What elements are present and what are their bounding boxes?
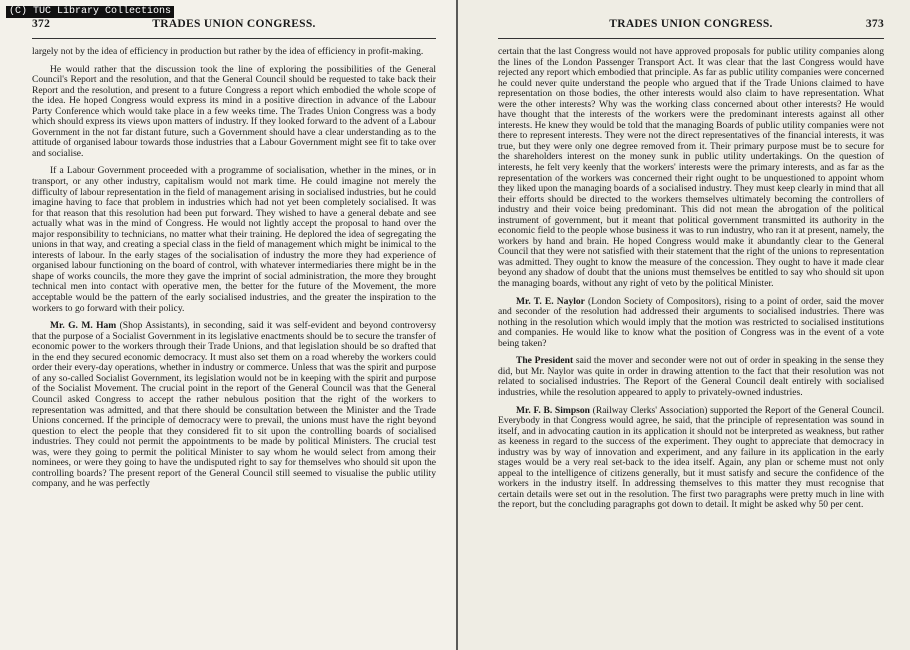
left-page-body: [32, 47, 436, 490]
header-rule: [32, 38, 436, 39]
header-rule: [498, 38, 884, 39]
left-page-header: [32, 18, 436, 34]
right-page-header: [498, 18, 884, 34]
copyright-watermark: (C) TUC Library Collections: [6, 6, 174, 18]
speaker-name: Mr. G. M. Ham: [50, 320, 117, 332]
speaker-name: The President: [516, 355, 574, 367]
right-page-body: [498, 47, 884, 511]
running-head: TRADES UNION CONGRESS.: [152, 18, 316, 30]
paragraph: certain that the last Congress would not have approved proposals for public utility companies along the lines of the London Passenger Transport Act. It was clear that the last Congress would have rejected any report which embodied that principle. As far as public utility companies were concerned he could never quite understand the people who argued that if the Trade Unions claimed to have representation on those bodies, the other interests would also claim to have representation. What were the other interests? Why was the working class concerned about other interests? He would have thought that the interests of the workers were the predominant interests against all other interests. He knew they would be told that the managing Boards of public utility companies were not there to represent interests. They were not the direct representatives of the financial interests, it was true, but they were only one degree removed from it. Their primary purpose must be to secure for the shareholders interest on the money sunk in public utility undertakings. On the question of interests, he felt very keenly that the workers' interests were the primary interests, and as far as the representation of the workers was concerned their right ought to be unquestioned to appoint whom they liked upon the managing boards of a socialised industry. They must keep clearly in mind that all their efforts should be directed to the workers themselves ultimately becoming the controllers of industry and their voice being predominant. This did not mean the abrogation of the political instrument of government, but it meant that political government transmitted its authority in the economic field to the people whose business it was to run industry, who ran it at present, namely, the workers by hand and brain. He hoped Congress would make it abundantly clear to the General Council that they were not satisfied with their statement that the right of the unions to representation was admitted. They ought to know the measure of the concession. They ought to have it made clear beyond any shadow of doubt that the unions must themselves be entitled to say who should sit upon the managing boards, without any right of veto by the political Minister.: [498, 46, 884, 290]
speaker-paragraph: The President said the mover and seconder were not out of order in speaking in the sense they did, but Mr. Naylor was quite in order in drawing attention to the fact that their resolution was not related to socialised industries. The Report of the General Council dealt entirely with socialised industries, while the resolution appeared to apply to privately-owned industries.: [498, 355, 884, 398]
speaker-name: Mr. F. B. Simpson: [516, 404, 590, 416]
speaker-paragraph: Mr. T. E. Naylor (London Society of Compositors), rising to a point of order, said the mover and seconder of the resolution had addressed their arguments to socialised industries. There was nothing in the resolution which would imply that the motion was restricted to socialised institutions and companies. He would like to know what the position of Congress was in the event of a vote being taken?: [498, 295, 884, 349]
speaker-paragraph: Mr. F. B. Simpson (Railway Clerks' Association) supported the Report of the General Council. Everybody in that Congress would agree, he said, that the principle of representation was sound in itself, and in advocating caution in its application it should not be interpreted as weakness, but rather as keeness in regard to the success of the experiment. They ought to appreciate that democracy in industry was by way of innovation and experiment, and any failure in its application in the early stages would be a very real set-back to the idea itself. Again, any plan or scheme must not only appeal to the intelligence of citizens generally, but it must satisfy and secure the confidence of the workers in the industry itself. In addressing themselves to this matter they must recognise that certain details were set out in the resolution. The first two paragraphs were pretty much in line with the report, but the concluding paragraphs got down to detail. It might be asked why 50 per cent.: [498, 404, 884, 511]
paragraph: largely not by the idea of efficiency in production but rather by the idea of efficiency in profit-making.: [32, 46, 424, 57]
page-number: 373: [865, 18, 884, 30]
speaker-paragraph: Mr. G. M. Ham (Shop Assistants), in seconding, said it was self-evident and beyond controversy that the purpose of a Socialist Government in its legislative enactments should be to secure the transfer of economic power to the workers through their Trade Unions, and that legislation should be so drafted that in the end they secured economic democracy. It must also set them on a road whereby the workers could order their every-day operations, whether in industry or commerce. Unless that was the spirit and purpose of any so-called Socialist Government, its legislation would not be in keeping with the spirit and purpose of the Socialist Movement. The crucial point in the report of the General Council was that the General Council asked Congress to accept the rather nebulous position that the right of the workers to representation was admitted, and that there should be consultation between the Minister and the Trade Unions concerned. If the principle of democracy were to prevail, the unions must have the right beyond question to elect the people that they considered fit to sit upon the controlling boards of socialised industries. They could not permit the appointments to be made by political Ministers. The crucial test was, were they going to permit the political Minister to say whom he would select from among their nominees, or were they going to have the undisputed right to say for themselves who should sit upon the controlling boards? The present report of the General Council still seemed to visualise the public utility company, and he was perfectly: [32, 320, 437, 490]
running-head: TRADES UNION CONGRESS.: [609, 18, 773, 30]
paragraph: He would rather that the discussion took the line of exploring the possibilities of the General Council's Report and the resolution, and that the General Council should be requested to take back their Report and the resolution, and present to a future Congress a report which embodied the whole scope of the idea. He hoped Congress would express its mind in a positive direction in advance of the Labour Party Conference which would take place in a few weeks time. The Trades Union Congress was a body which should express its views upon matters of industry. If they looked forward to the advent of a Labour Government in the not far distant future, such a Government should have a clear understanding as to the attitude of organised labour towards those industries that a Labour Government might see fit to take over and socialise.: [32, 63, 436, 159]
paragraph: If a Labour Government proceeded with a programme of socialisation, whether in the mines, or in transport, or any other industry, capitalism would not mark time. He could imagine not merely the difficulty of labour representation in the field of management arising in socialised industries, but he could imagine having to face that problem in industries which had not yet been completely socialised. It was for that reason that this resolution had been put forward. They wished to have a general debate and see actually what was in the mind of Congress. He would not lightly accept the proposal to hand over the major responsibility to technicians, no matter what their training. He deplored the idea of segregating the unions in that way, and creating a special class in the field of management which might be inimical to the interests of labour. In the early stages of the socialisation of industry the more they had experience of organised labour functioning on the board of control, with whatever intermediaries there might be in the shape of works councils, the more they gave the imprint of social administration, the more they brought technical men into contact with operative men, the better for the future of the Movement, the more acceptable would be the pattern of the early socialised industries, and the greater the inspiration to the workers to go forward with their policy.: [32, 165, 436, 314]
page-number: 372: [32, 18, 51, 30]
speaker-name: Mr. T. E. Naylor: [516, 295, 585, 307]
right-page: [458, 0, 910, 650]
